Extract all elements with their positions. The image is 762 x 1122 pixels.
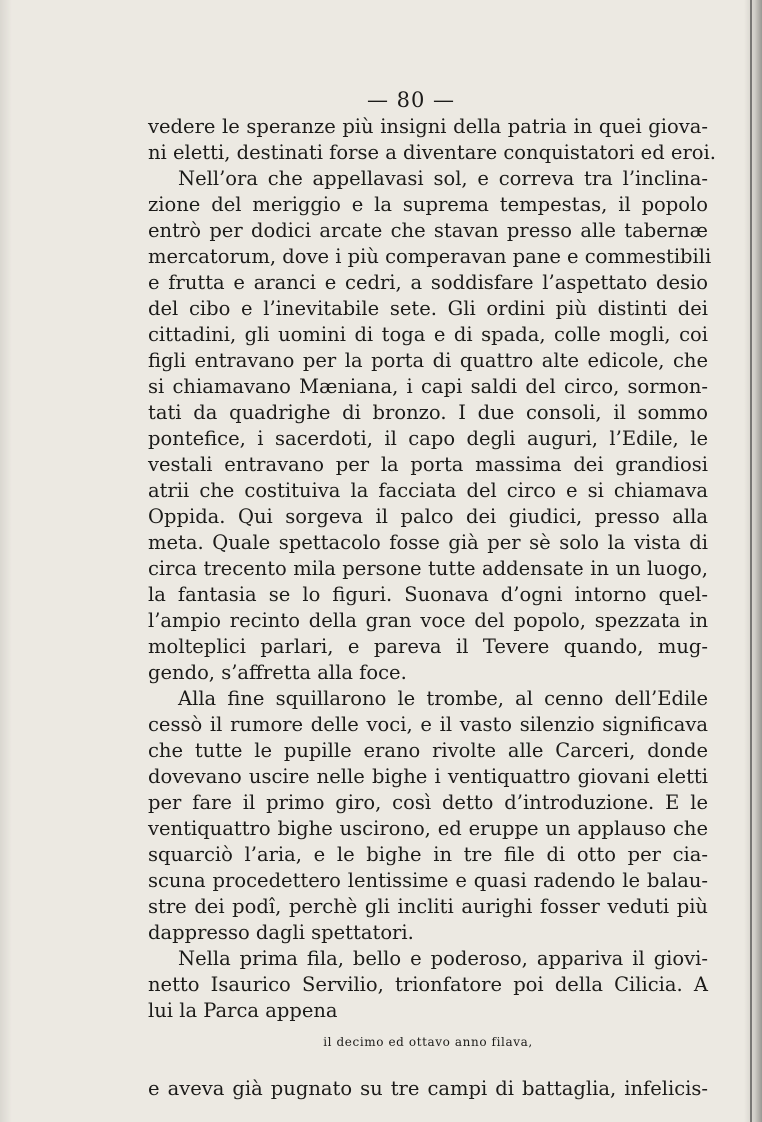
text-line: atrii che costituiva la facciata del circo e si chiamava: [148, 479, 708, 502]
page-shadow-right: [744, 0, 762, 1122]
text-line: e aveva già pugnato su tre campi di battaglia, infelicis-: [148, 1077, 708, 1100]
text-line: che tutte le pupille erano rivolte alle Carceri, donde: [148, 739, 708, 762]
page-shadow-left: [0, 0, 12, 1122]
text-line: circa trecento mila persone tutte addensate in un luogo,: [148, 557, 708, 580]
text-line: dappresso dagli spettatori.: [148, 921, 414, 944]
text-line: netto Isaurico Servilio, trionfatore poi della Cilicia. A: [148, 973, 708, 996]
text-line: per fare il primo giro, così detto d’introduzione. E le: [148, 791, 708, 814]
text-line: cessò il rumore delle voci, e il vasto silenzio significava: [148, 713, 708, 736]
text-line: del cibo e l’inevitabile sete. Gli ordini più distinti dei: [148, 297, 708, 320]
text-line: mercatorum, dove i più comperavan pane e commestibili: [148, 245, 712, 268]
text-line: ventiquattro bighe uscirono, ed eruppe un applauso che: [148, 817, 708, 840]
text-line: tati da quadrighe di bronzo. I due consoli, il sommo: [148, 401, 708, 424]
text-line: ni eletti, destinati forse a diventare conquistatori ed eroi.: [148, 141, 716, 164]
text-line: Alla fine squillarono le trombe, al cenno dell’Edile: [178, 687, 708, 710]
page-edge: [750, 0, 752, 1122]
text-line: meta. Quale spettacolo fosse già per sè solo la vista di: [148, 531, 708, 554]
verse-line: il decimo ed ottavo anno filava,: [323, 1035, 533, 1049]
text-line: Oppida. Qui sorgeva il palco dei giudici, presso alla: [148, 505, 708, 528]
body-text: [148, 114, 716, 1102]
text-line: cittadini, gli uomini di toga e di spada, colle mogli, coi: [148, 323, 708, 346]
text-line: l’ampio recinto della gran voce del popolo, spezzata in: [148, 609, 708, 632]
text-line: zione del meriggio e la suprema tempestas, il popolo: [148, 193, 708, 216]
text-line: figli entravano per la porta di quattro alte edicole, che: [148, 349, 708, 372]
text-line: Nella prima fila, bello e poderoso, appariva il giovi-: [178, 947, 708, 970]
page-number: — 80 —: [366, 88, 456, 112]
text-line: vestali entravano per la porta massima dei grandiosi: [148, 453, 708, 476]
text-line: pontefice, i sacerdoti, il capo degli auguri, l’Edile, le: [148, 427, 708, 450]
text-line: stre dei podî, perchè gli incliti aurighi fosser veduti più: [148, 895, 708, 918]
text-line: Nell’ora che appellavasi sol, e correva tra l’inclina-: [178, 167, 708, 190]
text-line: la fantasia se lo figuri. Suonava d’ogni intorno quel-: [148, 583, 708, 606]
text-line: vedere le speranze più insigni della patria in quei giova-: [148, 115, 708, 138]
text-line: scuna procedettero lentissime e quasi radendo le balau-: [148, 869, 708, 892]
text-line: lui la Parca appena: [148, 999, 338, 1022]
text-line: squarciò l’aria, e le bighe in tre file di otto per cia-: [148, 843, 708, 866]
text-line: entrò per dodici arcate che stavan presso alle tabernæ: [148, 219, 708, 242]
text-line: molteplici parlari, e pareva il Tevere quando, mug-: [148, 635, 708, 658]
text-line: e frutta e aranci e cedri, a soddisfare l’aspettato desio: [148, 271, 708, 294]
text-line: si chiamavano Mæniana, i capi saldi del circo, sormon-: [148, 375, 708, 398]
text-line: dovevano uscire nelle bighe i ventiquattro giovani eletti: [148, 765, 708, 788]
text-line: gendo, s’affretta alla foce.: [148, 661, 407, 684]
